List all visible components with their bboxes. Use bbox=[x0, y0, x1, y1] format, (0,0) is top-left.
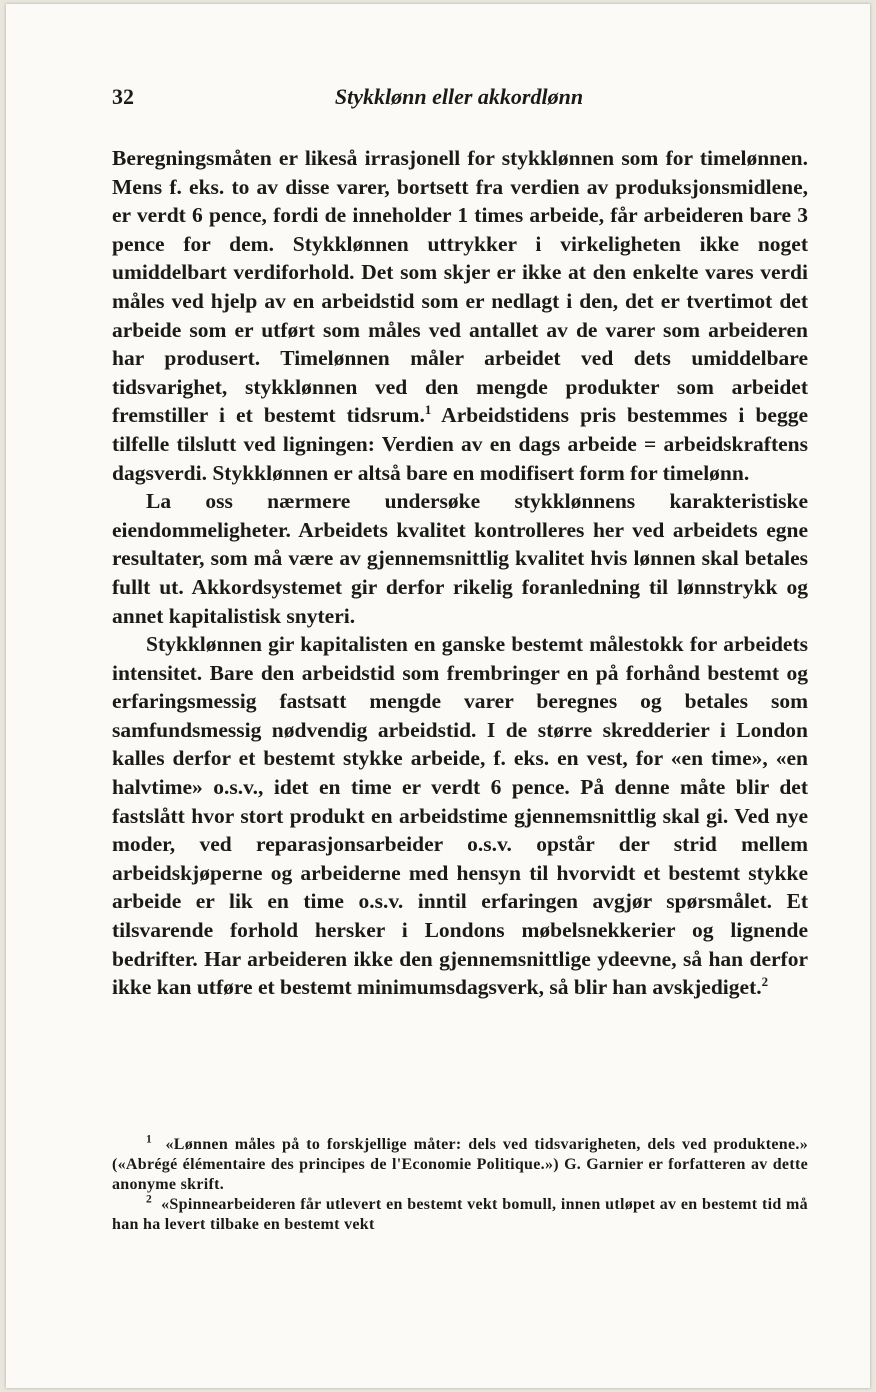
footnotes bbox=[112, 1135, 808, 1235]
paragraph-3 bbox=[112, 630, 808, 1002]
page-header bbox=[112, 84, 806, 120]
page-number: 32 bbox=[112, 84, 134, 109]
paragraph-text: Beregningsmåten er likeså irrasjonell for stykklønnen som for timelønnen. Mens f. eks. to av disse varer, bortsett fra verdien av produksjonsmidlene, er verdt 6 pence, fordi de inneholder 1 times arbeide, får arbeideren bare 3 pence for dem. Stykklønnen uttrykker i virkeligheten ikke noget umiddelbart verdiforhold. Det som skjer er ikke at den enkelte vares verdi måles ved hjelp av en arbeidstid som er nedlagt i den, det er tvertimot det arbeide som er utført som måles ved antallet av de varer som arbeideren har produsert. Timelønnen måler arbeidet ved dets umiddelbare tidsvarighet, stykklønnen ved den mengde produkter som arbeidet fremstiller i et bestemt tidsrum. bbox=[112, 146, 808, 428]
running-title: Stykklønn eller akkordlønn bbox=[334, 84, 584, 109]
footnote-text: «Lønnen måles på to forskjellige måter: dels ved tidsvarigheten, dels ved produktene.» («Abrégé élémentaire des principes de l'Economie Politique.») G. Garnier er forfatteren av dette anonyme skrift. bbox=[112, 1136, 808, 1193]
footnote-2 bbox=[112, 1195, 808, 1235]
paragraph-1 bbox=[112, 144, 808, 487]
footnote-text: «Spinnearbeideren får utlevert en bestemt vekt bomull, innen utløpet av en bestemt tid må han ha levert tilbake en bestemt vekt bbox=[112, 1196, 808, 1233]
footnote-reference: 1 bbox=[424, 403, 432, 418]
body-text bbox=[112, 144, 808, 1002]
footnote-marker: 2 bbox=[146, 1193, 153, 1206]
paragraph-text: Stykklønnen gir kapitalisten en ganske bestemt målestokk for arbeidets intensitet. Bare den arbeidstid som frembringer en på forhånd bestemt og erfaringsmessig fastsatt mengde varer beregnes og betales som samfundsmessig nødvendig arbeidstid. I de større skredderier i London kalles derfor et bestemt stykke arbeide, f. eks. en vest, for «en time», «en halvtime» o.s.v., idet en time er verdt 6 pence. På denne måte blir det fastslått hvor stort produkt en arbeidstime gjennemsnittlig skal gi. Ved nye moder, ved reparasjonsarbeider o.s.v. opstår der strid mellem arbeidskjøperne og arbeiderne med hensyn til hvorvidt et bestemt stykke arbeide er lik en time o.s.v. inntil erfaringen avgjør spørsmålet. Et tilsvarende forhold hersker i Londons møbelsnekkerier og lignende bedrifter. Har arbeideren ikke den gjennemsnittlige ydeevne, så han derfor ikke kan utføre et bestemt minimumsdagsverk, så blir han avskjediget. bbox=[112, 632, 808, 1000]
paragraph-2 bbox=[112, 487, 808, 630]
book-page bbox=[6, 4, 870, 1388]
footnote-1 bbox=[112, 1135, 808, 1195]
paragraph-text: La oss nærmere undersøke stykklønnens karakteristiske eiendommeligheter. Arbeidets kvalitet kontrolleres her ved arbeidets egne resultater, som må være av gjennemsnittlig kvalitet hvis lønnen skal betales fullt ut. Akkordsystemet gir derfor rikelig foranledning til lønnstrykk og annet kapitalistisk snyteri. bbox=[112, 489, 808, 628]
paragraph-text-continued: Arbeidstidens pris bestemmes i begge tilfelle tilslutt ved ligningen: Verdien av en dags arbeide = arbeidskraftens dagsverdi. Stykklønnen er altså bare en modifisert form for timelønn. bbox=[112, 403, 809, 485]
footnote-reference: 2 bbox=[761, 975, 769, 990]
footnote-marker: 1 bbox=[146, 1133, 153, 1146]
